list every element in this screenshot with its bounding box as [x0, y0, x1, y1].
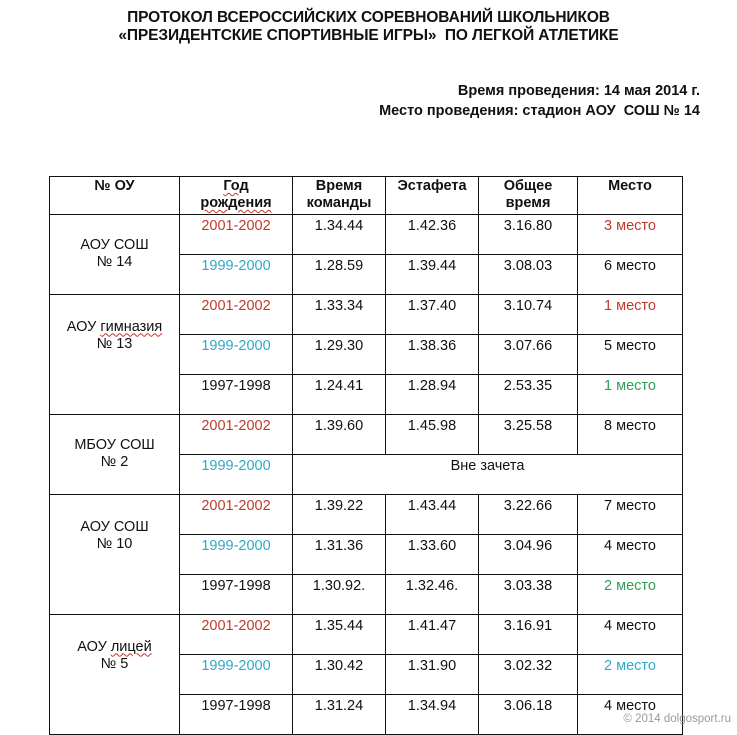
total-time-cell: 3.16.91: [479, 615, 578, 655]
relay-cell: 1.45.98: [386, 415, 479, 455]
total-time-cell: 3.08.03: [479, 255, 578, 295]
place-cell: 7 место: [578, 495, 683, 535]
relay-cell: 1.42.36: [386, 215, 479, 255]
place-cell: 5 место: [578, 335, 683, 375]
event-date: Время проведения: 14 мая 2014 г.: [457, 83, 700, 99]
relay-cell: 1.34.94: [386, 695, 479, 735]
school-name-line1: [50, 319, 179, 336]
school-cell: [50, 615, 180, 735]
total-time-cell: 3.25.58: [479, 415, 578, 455]
birth-year-cell: 1999-2000: [180, 535, 293, 575]
school-number: № 5: [100, 655, 129, 672]
header-school: [50, 177, 180, 215]
table-row: [50, 415, 683, 455]
birth-year-cell: 1997-1998: [180, 695, 293, 735]
place-cell: 4 место: [578, 695, 683, 735]
school-type: АОУ: [66, 318, 97, 335]
school-number: № 2: [100, 453, 129, 470]
school-kind: гимназия: [100, 318, 163, 335]
birth-year-cell: 2001-2002: [180, 415, 293, 455]
event-meta: [379, 81, 700, 121]
relay-cell: 1.31.90: [386, 655, 479, 695]
school-name-line1: [50, 639, 179, 656]
school-type: МБОУ: [74, 436, 116, 453]
birth-year-cell: 1997-1998: [180, 375, 293, 415]
header-place: [578, 177, 683, 215]
team-time-cell: 1.28.59: [293, 255, 386, 295]
birth-year-cell: 1999-2000: [180, 655, 293, 695]
birth-year-cell: 1999-2000: [180, 255, 293, 295]
school-name: [50, 639, 179, 673]
place-cell: 1 место: [578, 375, 683, 415]
school-type: АОУ: [77, 638, 107, 655]
relay-cell: 1.39.44: [386, 255, 479, 295]
school-number: № 10: [96, 535, 133, 552]
team-time-cell: 1.31.36: [293, 535, 386, 575]
total-time-cell: 3.07.66: [479, 335, 578, 375]
place-cell: 3 место: [578, 215, 683, 255]
school-number: № 14: [96, 253, 133, 270]
header-birth-year-line1: Год: [223, 178, 249, 194]
header-team-time: [293, 177, 386, 215]
title-line-1: ПРОТОКОЛ ВСЕРОССИЙСКИХ СОРЕВНОВАНИЙ ШКОЛЬНИКОВ: [127, 9, 610, 26]
school-kind: СОШ: [113, 518, 149, 535]
team-time-cell: 1.30.42: [293, 655, 386, 695]
school-number: № 13: [96, 335, 133, 352]
place-cell: 6 место: [578, 255, 683, 295]
header-relay: [386, 177, 479, 215]
relay-cell: 1.43.44: [386, 495, 479, 535]
place-cell: 4 место: [578, 615, 683, 655]
birth-year-cell: 2001-2002: [180, 495, 293, 535]
birth-year-cell: 2001-2002: [180, 215, 293, 255]
relay-cell: 1.32.46.: [386, 575, 479, 615]
table-header-row: [50, 177, 683, 215]
birth-year-cell: 1999-2000: [180, 335, 293, 375]
team-time-cell: 1.39.22: [293, 495, 386, 535]
school-name: [50, 237, 179, 271]
school-kind: СОШ: [119, 436, 155, 453]
results-table: [49, 176, 683, 735]
birth-year-cell: 2001-2002: [180, 295, 293, 335]
team-time-cell: 1.33.34: [293, 295, 386, 335]
place-cell: 1 место: [578, 295, 683, 335]
table-body: [50, 215, 683, 735]
header-relay-label: Эстафета: [397, 178, 467, 194]
school-cell: [50, 295, 180, 415]
school-kind: СОШ: [113, 236, 149, 253]
title-line-2: «ПРЕЗИДЕНТСКИЕ СПОРТИВНЫЕ ИГРЫ» ПО ЛЕГКОЙ АТЛЕТИКЕ: [118, 27, 619, 44]
school-cell: [50, 215, 180, 295]
school-name-line1: [50, 519, 179, 536]
total-time-cell: 3.06.18: [479, 695, 578, 735]
team-time-cell: 1.34.44: [293, 215, 386, 255]
place-cell: 2 место: [578, 575, 683, 615]
table-row: [50, 495, 683, 535]
team-time-cell: 1.29.30: [293, 335, 386, 375]
header-birth-year: [180, 177, 293, 215]
birth-year-cell: 2001-2002: [180, 615, 293, 655]
table-row: [50, 215, 683, 255]
total-time-cell: 3.02.32: [479, 655, 578, 695]
header-team-time-line1: Время: [315, 178, 363, 194]
table-row: [50, 615, 683, 655]
school-type: АОУ: [80, 518, 110, 535]
header-total-time: [479, 177, 578, 215]
total-time-cell: 2.53.35: [479, 375, 578, 415]
total-time-cell: 3.04.96: [479, 535, 578, 575]
team-time-cell: 1.30.92.: [293, 575, 386, 615]
relay-cell: 1.41.47: [386, 615, 479, 655]
team-time-cell: 1.39.60: [293, 415, 386, 455]
event-venue: Место проведения: стадион АОУ СОШ № 14: [379, 103, 700, 119]
school-cell: [50, 415, 180, 495]
school-name: [50, 519, 179, 553]
header-birth-year-line2: рождения: [200, 195, 272, 211]
relay-cell: 1.33.60: [386, 535, 479, 575]
header-total-time-line1: Общее: [503, 178, 553, 194]
school-type: АОУ: [80, 236, 110, 253]
total-time-cell: 3.16.80: [479, 215, 578, 255]
relay-cell: 1.38.36: [386, 335, 479, 375]
header-school-label: № ОУ: [94, 178, 135, 194]
school-name: [50, 319, 179, 353]
document-title: [0, 9, 737, 45]
school-cell: [50, 495, 180, 615]
header-total-time-line2: время: [505, 195, 551, 211]
birth-year-cell: 1999-2000: [180, 455, 293, 495]
school-name: [50, 437, 179, 471]
team-time-cell: 1.24.41: [293, 375, 386, 415]
school-name-line1: [50, 237, 179, 254]
team-time-cell: 1.35.44: [293, 615, 386, 655]
total-time-cell: 3.22.66: [479, 495, 578, 535]
birth-year-cell: 1997-1998: [180, 575, 293, 615]
place-cell: 2 место: [578, 655, 683, 695]
relay-cell: 1.37.40: [386, 295, 479, 335]
team-time-cell: 1.31.24: [293, 695, 386, 735]
copyright-watermark: © 2014 dolgosport.ru: [623, 713, 731, 725]
table-row: [50, 295, 683, 335]
place-cell: 8 место: [578, 415, 683, 455]
total-time-cell: 3.03.38: [479, 575, 578, 615]
relay-cell: 1.28.94: [386, 375, 479, 415]
header-team-time-line2: команды: [306, 195, 372, 211]
place-cell: 4 место: [578, 535, 683, 575]
header-place-label: Место: [608, 178, 652, 194]
total-time-cell: 3.10.74: [479, 295, 578, 335]
school-kind: лицей: [110, 638, 152, 655]
school-name-line1: [50, 437, 179, 454]
not-ranked-note: Вне зачета: [293, 455, 683, 495]
